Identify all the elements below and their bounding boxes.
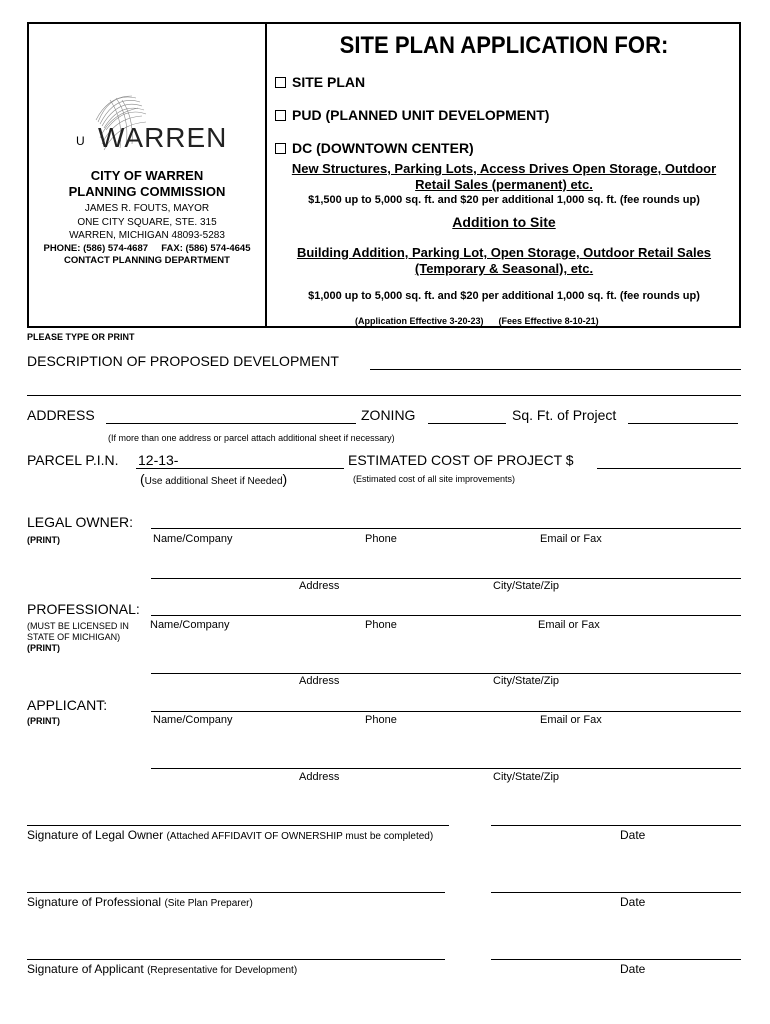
- building-line-2: (Temporary & Seasonal), etc.: [414, 261, 594, 276]
- city-address-2: WARREN, MICHIGAN 48093-5283: [69, 230, 225, 241]
- description-input-line[interactable]: [370, 369, 741, 370]
- applicant-signature-line[interactable]: [27, 959, 445, 960]
- applicant-label: APPLICANT:: [27, 697, 108, 713]
- parcel-note-text: Use additional Sheet if Needed: [144, 476, 283, 487]
- professional-line-1[interactable]: [151, 615, 741, 616]
- building-line-1: Building Addition, Parking Lot, Open Storage, Outdoor Retail Sales: [296, 245, 712, 260]
- professional-label: PROFESSIONAL:: [27, 601, 140, 617]
- logo-u: U: [76, 134, 85, 148]
- professional-col-name: Name/Company: [150, 619, 230, 631]
- professional-col-address: Address: [299, 675, 340, 687]
- sqft-input-line[interactable]: [628, 423, 738, 424]
- city-phone: PHONE: (586) 574-4687: [43, 243, 149, 254]
- option-site-plan-label: SITE PLAN: [292, 74, 366, 90]
- cost-note: (Estimated cost of all site improvements): [353, 474, 516, 484]
- city-address-1: ONE CITY SQUARE, STE. 315: [77, 217, 217, 228]
- city-info: [29, 168, 265, 267]
- city-phone-fax: [29, 242, 265, 255]
- professional-signature-line[interactable]: [27, 892, 445, 893]
- cost-label: ESTIMATED COST OF PROJECT $: [348, 452, 574, 468]
- legal-owner-col-phone: Phone: [365, 533, 397, 545]
- parcel-input-line[interactable]: [136, 468, 344, 469]
- professional-signature-label: [27, 895, 253, 909]
- page-title: SITE PLAN APPLICATION FOR:: [339, 32, 669, 59]
- building-addition-text: [267, 245, 741, 277]
- applicant-col-phone: Phone: [365, 714, 397, 726]
- owner-date-label: Date: [620, 828, 646, 842]
- description-input-line-2[interactable]: [27, 395, 741, 396]
- applicant-col-city: City/State/Zip: [493, 771, 560, 783]
- professional-col-phone: Phone: [365, 619, 397, 631]
- legal-owner-col-city: City/State/Zip: [493, 580, 560, 592]
- please-type-note: PLEASE TYPE OR PRINT: [27, 332, 135, 342]
- city-name: CITY OF WARREN: [90, 168, 204, 183]
- addition-heading: Addition to Site: [452, 214, 556, 230]
- parcel-label: PARCEL P.I.N.: [27, 452, 119, 468]
- checkbox-pud[interactable]: [275, 110, 286, 121]
- mayor-name: JAMES R. FOUTS, MAYOR: [84, 203, 210, 214]
- professional-date-line[interactable]: [491, 892, 741, 893]
- zoning-input-line[interactable]: [428, 423, 506, 424]
- legal-owner-line-2[interactable]: [151, 578, 741, 579]
- owner-date-line[interactable]: [491, 825, 741, 826]
- city-logo: [76, 94, 230, 156]
- city-fax: FAX: (586) 574-4645: [161, 243, 251, 254]
- option-dc[interactable]: [275, 140, 474, 156]
- professional-signature-text: Signature of Professional: [27, 895, 162, 909]
- address-label: ADDRESS: [27, 407, 95, 423]
- contact-line: CONTACT PLANNING DEPARTMENT: [64, 255, 230, 266]
- applicant-print: (PRINT): [27, 716, 60, 726]
- applicant-col-email: Email or Fax: [540, 714, 602, 726]
- owner-signature-text: Signature of Legal Owner: [27, 828, 164, 842]
- checkbox-site-plan[interactable]: [275, 77, 286, 88]
- new-structures-line-2: Retail Sales (permanent) etc.: [415, 177, 593, 192]
- applicant-signature-text: Signature of Applicant: [27, 962, 144, 976]
- legal-owner-col-name: Name/Company: [153, 533, 233, 545]
- professional-print: (PRINT): [27, 643, 60, 653]
- applicant-date-line[interactable]: [491, 959, 741, 960]
- fee-addition: $1,000 up to 5,000 sq. ft. and $20 per additional 1,000 sq. ft. (fee rounds up): [308, 290, 700, 302]
- legal-owner-col-address: Address: [299, 580, 340, 592]
- professional-col-city: City/State/Zip: [493, 675, 560, 687]
- address-note: (If more than one address or parcel attach additional sheet if necessary): [108, 433, 395, 443]
- applicant-line-2[interactable]: [151, 768, 741, 769]
- professional-line-2[interactable]: [151, 673, 741, 674]
- new-structures-line-1: New Structures, Parking Lots, Access Drives Open Storage, Outdoor: [291, 161, 717, 176]
- effective-fees: (Fees Effective 8-10-21): [498, 316, 599, 326]
- professional-note: [27, 621, 129, 654]
- description-label: DESCRIPTION OF PROPOSED DEVELOPMENT: [27, 353, 339, 369]
- address-input-line[interactable]: [106, 423, 356, 424]
- professional-date-label: Date: [620, 895, 646, 909]
- owner-signature-line[interactable]: [27, 825, 449, 826]
- owner-signature-label: [27, 828, 433, 842]
- option-pud[interactable]: [275, 107, 549, 123]
- option-pud-label: PUD (PLANNED UNIT DEVELOPMENT): [292, 107, 550, 123]
- professional-note-2: STATE OF MICHIGAN): [27, 632, 121, 642]
- legal-owner-col-email: Email or Fax: [540, 533, 602, 545]
- legal-owner-line-1[interactable]: [151, 528, 741, 529]
- applicant-signature-label: [27, 962, 297, 976]
- applicant-col-name: Name/Company: [153, 714, 233, 726]
- applicant-line-1[interactable]: [151, 711, 741, 712]
- effective-dates: [355, 316, 599, 326]
- applicant-signature-note: (Representative for Development): [147, 965, 298, 976]
- applicant-date-label: Date: [620, 962, 646, 976]
- checkbox-dc[interactable]: [275, 143, 286, 154]
- legal-owner-print: (PRINT): [27, 535, 60, 545]
- professional-note-1: (MUST BE LICENSED IN: [27, 621, 129, 631]
- professional-col-email: Email or Fax: [538, 619, 600, 631]
- sqft-label: Sq. Ft. of Project: [512, 407, 617, 423]
- logo-text: WARREN: [98, 122, 228, 153]
- cost-input-line[interactable]: [597, 468, 741, 469]
- new-structures-text: [267, 161, 741, 193]
- option-dc-label: DC (DOWNTOWN CENTER): [292, 140, 474, 156]
- commission-name: PLANNING COMMISSION: [68, 184, 226, 199]
- owner-signature-note: (Attached AFFIDAVIT OF OWNERSHIP must be completed): [166, 831, 434, 842]
- parcel-prefix: 12-13-: [138, 452, 179, 468]
- professional-signature-note: (Site Plan Preparer): [164, 898, 253, 909]
- option-site-plan[interactable]: [275, 74, 365, 90]
- zoning-label: ZONING: [361, 407, 416, 423]
- legal-owner-label: LEGAL OWNER:: [27, 514, 134, 530]
- applicant-col-address: Address: [299, 771, 340, 783]
- parcel-note: (Use additional Sheet if Needed): [140, 471, 288, 487]
- effective-app: (Application Effective 3-20-23): [355, 316, 484, 326]
- fee-new-structures: $1,500 up to 5,000 sq. ft. and $20 per additional 1,000 sq. ft. (fee rounds up): [308, 194, 700, 206]
